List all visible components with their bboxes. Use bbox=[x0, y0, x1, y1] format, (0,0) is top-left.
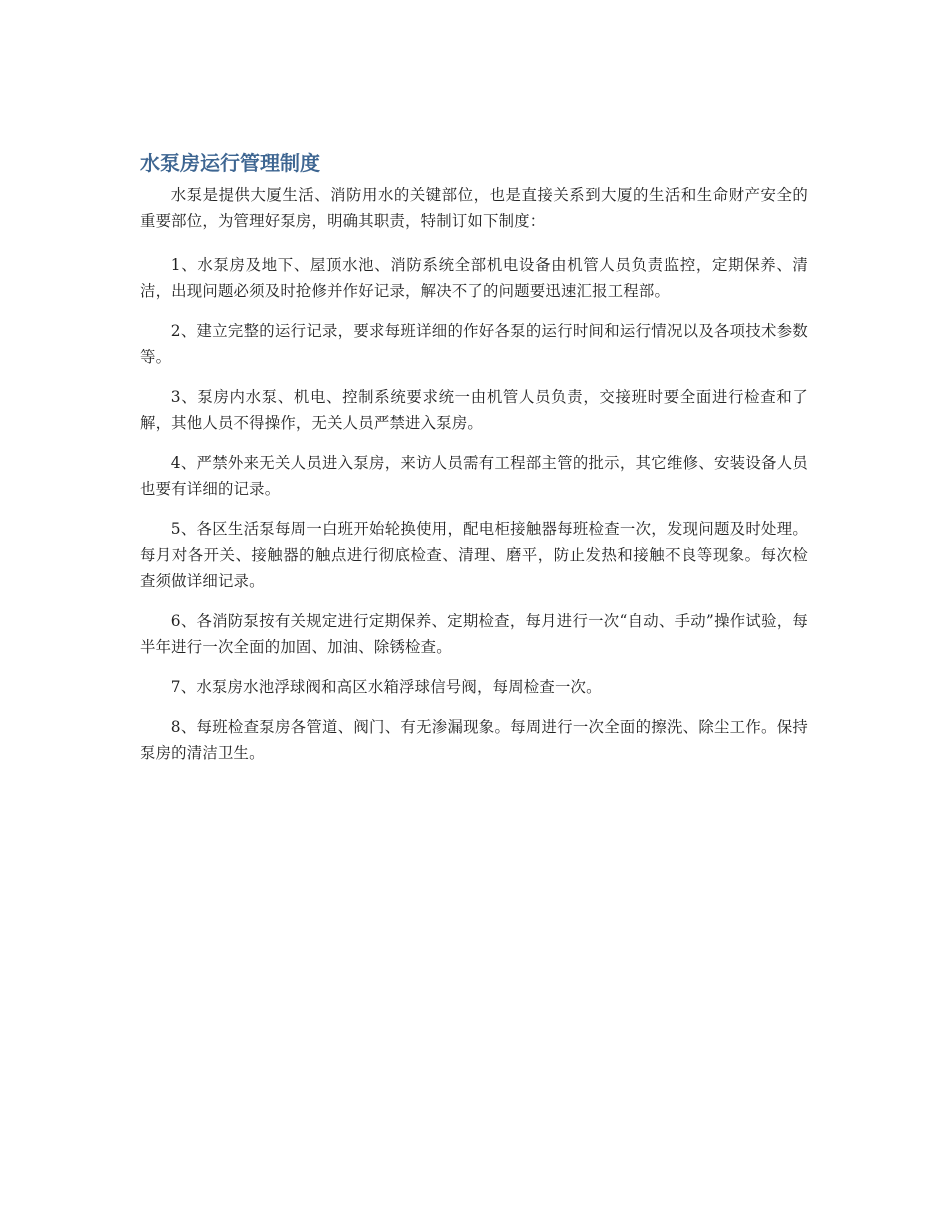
rule-item-4: 4、严禁外来无关人员进入泵房，来访人员需有工程部主管的批示，其它维修、安装设备人员也要有详细的记录。 bbox=[140, 454, 808, 498]
rule-item-8: 8、每班检查泵房各管道、阀门、有无渗漏现象。每周进行一次全面的擦洗、除尘工作。保持泵房的清洁卫生。 bbox=[140, 718, 808, 762]
rule-item-5: 5、各区生活泵每周一白班开始轮换使用，配电柜接触器每班检查一次，发现问题及时处理。每月对各开关、接触器的触点进行彻底检查、清理、磨平，防止发热和接触不良等现象。每次检查须做详细记录。 bbox=[140, 520, 808, 590]
document-title: 水泵房运行管理制度 bbox=[140, 151, 320, 175]
rule-item-7: 7、水泵房水池浮球阀和高区水箱浮球信号阀，每周检查一次。 bbox=[170, 678, 602, 696]
rule-item-6: 6、各消防泵按有关规定进行定期保养、定期检查，每月进行一次“自动、手动”操作试验，每半年进行一次全面的加固、加油、除锈检查。 bbox=[140, 612, 808, 656]
intro-paragraph: 水泵是提供大厦生活、消防用水的关键部位，也是直接关系到大厦的生活和生命财产安全的重要部位，为管理好泵房，明确其职责，特制订如下制度： bbox=[140, 186, 808, 230]
rule-item-1: 1、水泵房及地下、屋顶水池、消防系统全部机电设备由机管人员负责监控，定期保养、清洁，出现问题必须及时抢修并作好记录，解决不了的问题要迅速汇报工程部。 bbox=[140, 256, 808, 300]
document-page bbox=[140, 148, 808, 780]
rule-item-3: 3、泵房内水泵、机电、控制系统要求统一由机管人员负责，交接班时要全面进行检查和了解，其他人员不得操作，无关人员严禁进入泵房。 bbox=[140, 388, 808, 432]
rule-item-2: 2、建立完整的运行记录，要求每班详细的作好各泵的运行时间和运行情况以及各项技术参数等。 bbox=[140, 322, 808, 366]
